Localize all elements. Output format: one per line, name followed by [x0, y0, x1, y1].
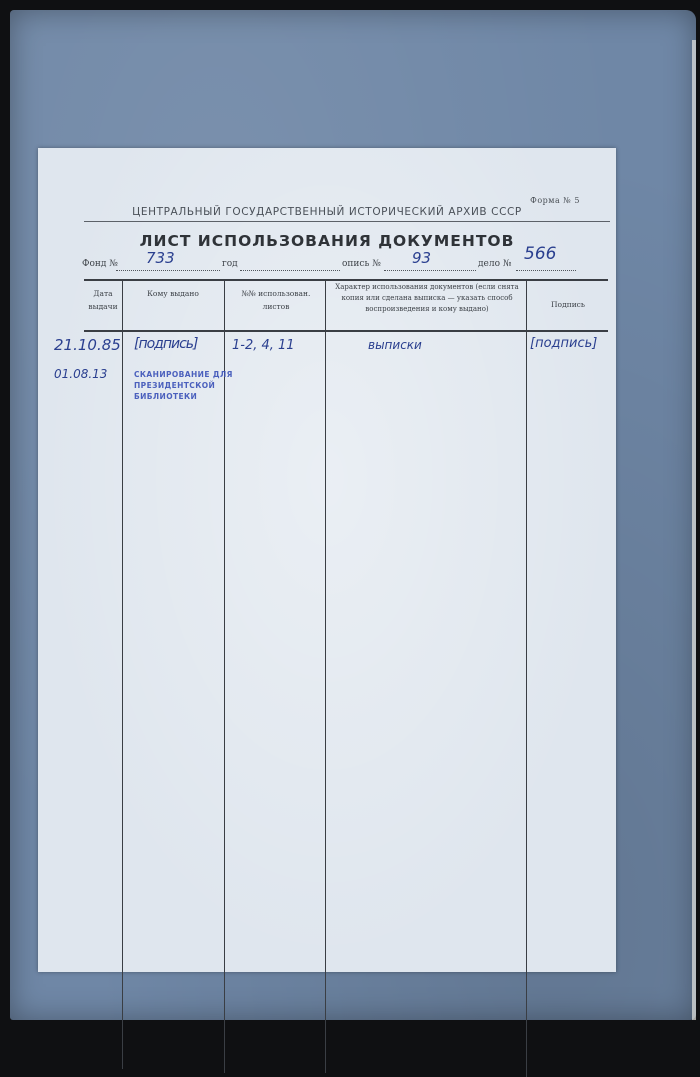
column-divider	[122, 279, 123, 1069]
header-sheets: №№ использован. листов	[241, 289, 311, 311]
header-rule	[84, 221, 610, 222]
header-date: Дата выдачи	[88, 289, 118, 311]
row1-signature: [подпись]	[530, 336, 598, 351]
sheet-title: ЛИСТ ИСПОЛЬЗОВАНИЯ ДОКУМЕНТОВ	[139, 232, 515, 250]
usage-sheet	[38, 148, 616, 972]
library-scan-stamp	[134, 369, 244, 402]
header-usage: Характер использования документов (если снята копия или сделана выписка — указать способ воспроизведения и кому выдано)	[335, 283, 519, 313]
stamp-line: БИБЛИОТЕКИ	[134, 392, 198, 401]
row1-sheets: 1-2, 4, 11	[232, 338, 295, 353]
row2-date: 01.08.13	[54, 367, 108, 381]
year-label: год	[222, 259, 238, 269]
fond-line	[116, 270, 220, 271]
opis-line	[384, 270, 476, 271]
table-header-rule	[84, 330, 608, 332]
row1-issued-signature: [подпись]	[134, 336, 198, 352]
column-divider	[526, 279, 527, 1077]
form-number: Форма № 5	[530, 196, 580, 205]
column-divider	[325, 279, 326, 1073]
stamp-line: ПРЕЗИДЕНТСКОЙ	[134, 381, 216, 390]
delo-label: дело №	[478, 259, 512, 269]
delo-line	[516, 270, 576, 271]
delo-value: 566	[524, 244, 557, 264]
stamp-line: СКАНИРОВАНИЕ ДЛЯ	[134, 370, 233, 379]
table-top-rule	[84, 279, 608, 281]
year-line	[240, 270, 340, 271]
row1-usage: выписки	[368, 338, 422, 352]
fond-value: 733	[146, 249, 175, 267]
row1-date: 21.10.85	[54, 336, 121, 354]
header-issued-to: Кому выдано	[147, 289, 199, 298]
opis-value: 93	[412, 249, 432, 267]
archive-name: ЦЕНТРАЛЬНЫЙ ГОСУДАРСТВЕННЫЙ ИСТОРИЧЕСКИЙ АРХИВ СССР	[132, 206, 522, 218]
header-signature: Подпись	[551, 300, 585, 309]
opis-label: опись №	[342, 259, 381, 269]
folder-spine-edge	[692, 40, 696, 1020]
fond-label: Фонд №	[82, 259, 118, 269]
